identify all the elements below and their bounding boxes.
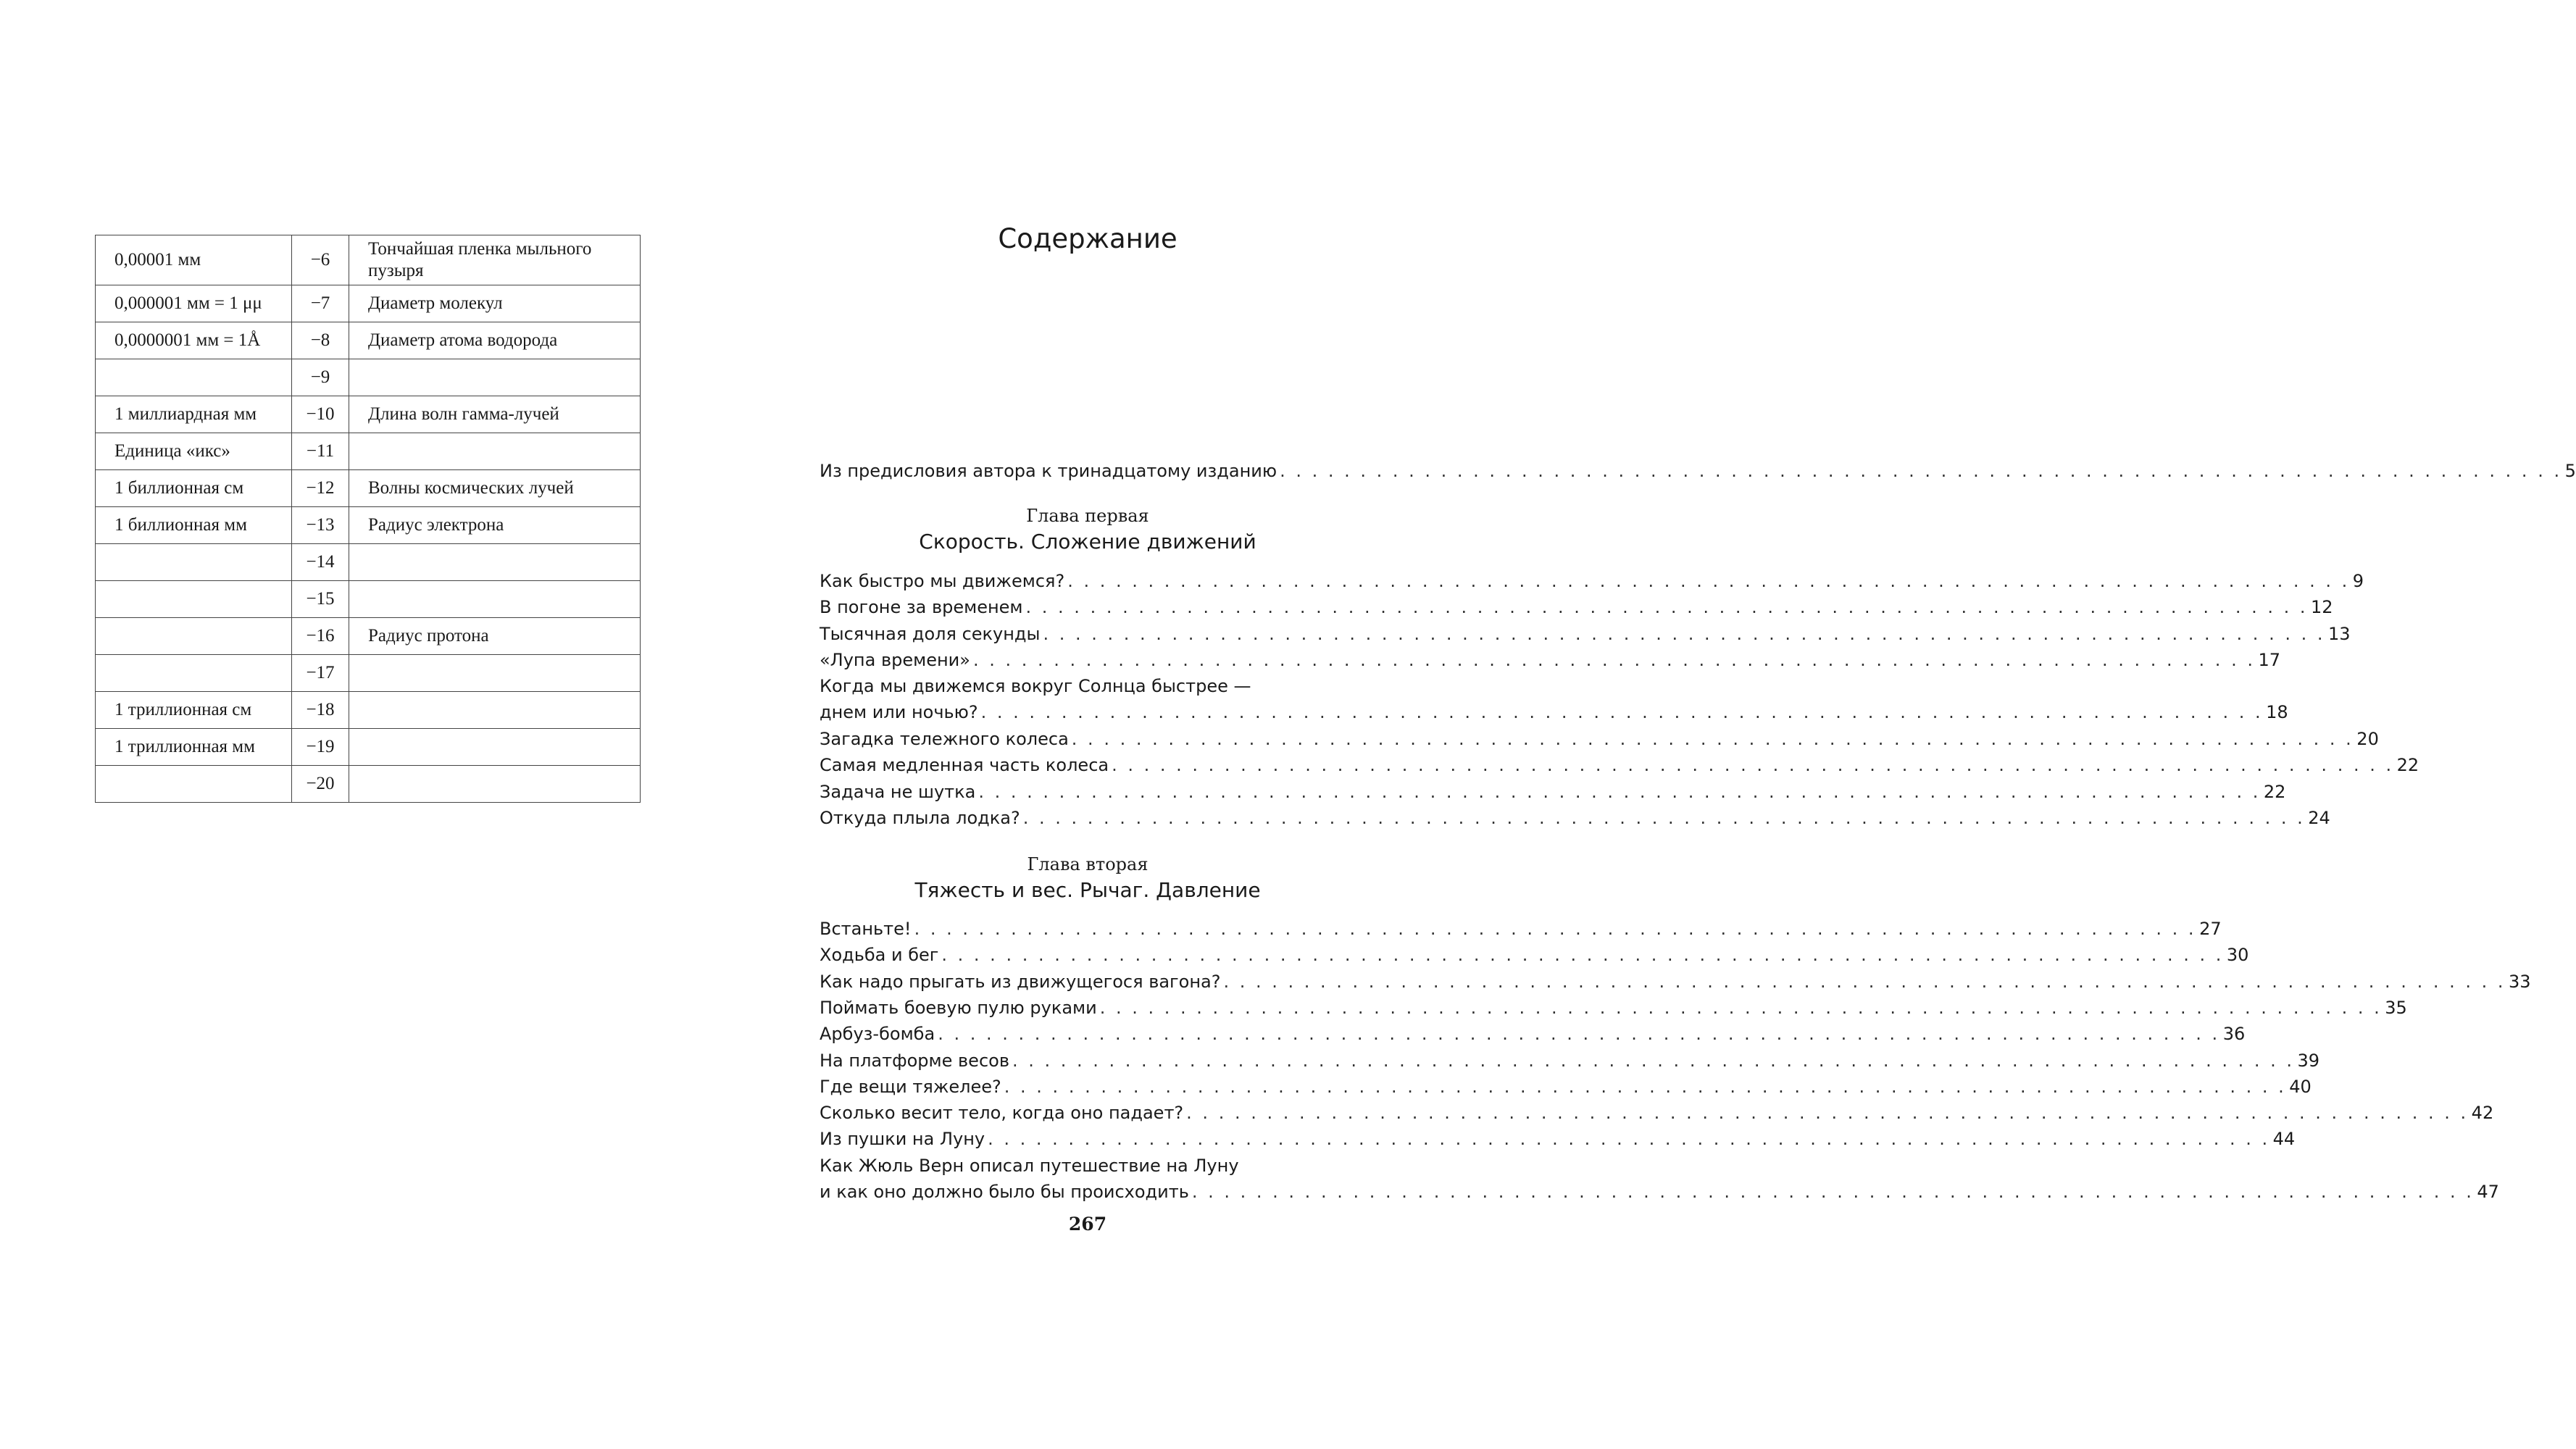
toc-entry-page: 5 [2564, 461, 2576, 481]
example-cell [349, 359, 641, 396]
scale-table-body [96, 235, 641, 803]
dot-leader: . . . . . . . . . . . . . . . . . . . . . . . . . . . . . . . . . . . . . . . . . . . . . . . . . . . . . . . . . . . . . . . . . . . . . . . . . . . . . . . . [1112, 755, 2394, 775]
toc-entry-title: Ходьба и бег [820, 945, 939, 965]
toc-entry-page: 9 [2352, 571, 2364, 591]
toc-entry [820, 916, 2222, 942]
table-row [96, 544, 641, 581]
power-cell: −10 [292, 396, 349, 433]
size-cell: 1 биллионная мм [96, 507, 292, 544]
dot-leader: . . . . . . . . . . . . . . . . . . . . . . . . . . . . . . . . . . . . . . . . . . . . . . . . . . . . . . . . . . . . . . . . . . . . . . . . . . . . . . . . [1186, 1103, 2469, 1123]
table-row [96, 396, 641, 433]
size-cell [96, 618, 292, 655]
toc-entry [820, 995, 2407, 1021]
table-row [96, 692, 641, 729]
toc-entry-page: 20 [2356, 729, 2379, 749]
size-cell [96, 544, 292, 581]
toc-entry-title: днем или ночью? [820, 702, 978, 722]
toc-entry-title: Из пушки на Луну [820, 1129, 985, 1149]
power-cell: −19 [292, 729, 349, 766]
toc-entry-page: 30 [2226, 945, 2249, 965]
toc-entry-title: «Лупа времени» [820, 650, 970, 670]
dot-leader: . . . . . . . . . . . . . . . . . . . . . . . . . . . . . . . . . . . . . . . . . . . . . . . . . . . . . . . . . . . . . . . . . . . . . . . . . . . . . . . . [914, 919, 2197, 939]
toc-entry-page: 40 [2289, 1077, 2312, 1097]
toc-entry-title: Откуда плыла лодка? [820, 808, 1020, 828]
toc-entry-title: Встаньте! [820, 919, 912, 939]
power-cell: −11 [292, 433, 349, 470]
power-cell: −16 [292, 618, 349, 655]
example-cell [349, 692, 641, 729]
power-cell: −17 [292, 655, 349, 692]
toc-entry-page: 22 [2396, 755, 2419, 775]
toc-entry-title: Как быстро мы движемся? [820, 571, 1065, 591]
page-number: 267 [1068, 1214, 1107, 1235]
size-cell: 1 миллиардная мм [96, 396, 292, 433]
toc-entry-page: 33 [2508, 972, 2531, 992]
toc-entry-title: Из предисловия автора к тринадцатому изданию [820, 461, 1277, 481]
size-cell: 1 триллионная мм [96, 729, 292, 766]
dot-leader: . . . . . . . . . . . . . . . . . . . . . . . . . . . . . . . . . . . . . . . . . . . . . . . . . . . . . . . . . . . . . . . . . . . . . . . . . . . . . . . . [1099, 998, 2383, 1018]
toc-entry-page: 47 [2477, 1182, 2499, 1202]
dot-leader: . . . . . . . . . . . . . . . . . . . . . . . . . . . . . . . . . . . . . . . . . . . . . . . . . . . . . . . . . . . . . . . . . . . . . . . . . . . . . . . . [938, 1024, 2220, 1044]
toc-entry [820, 594, 2333, 620]
dot-leader: . . . . . . . . . . . . . . . . . . . . . . . . . . . . . . . . . . . . . . . . . . . . . . . . . . . . . . . . . . . . . . . . . . . . . . . . . . . . . . . . [1025, 597, 2309, 617]
toc-entry-page: 18 [2266, 702, 2288, 722]
toc-entry-title: На платформе весов [820, 1051, 1009, 1071]
toc-entry-page: 22 [2263, 782, 2286, 802]
power-cell: −6 [292, 235, 349, 285]
example-cell [349, 655, 641, 692]
table-row [96, 581, 641, 618]
example-cell [349, 544, 641, 581]
scale-table [95, 235, 641, 803]
toc-entry-page: 42 [2471, 1103, 2494, 1123]
dot-leader: . . . . . . . . . . . . . . . . . . . . . . . . . . . . . . . . . . . . . . . . . . . . . . . . . . . . . . . . . . . . . . . . . . . . . . . . . . . . . . . . [1067, 571, 2350, 591]
toc-entry [820, 458, 2576, 484]
toc-entry-title: Где вещи тяжелее? [820, 1077, 1001, 1097]
toc-entry [820, 1048, 2320, 1074]
example-cell: Радиус протона [349, 618, 641, 655]
toc-entry [820, 726, 2379, 752]
toc-entry-title-line: Когда мы движемся вокруг Солнца быстрее — [820, 676, 1251, 696]
table-row [96, 359, 641, 396]
toc-entry-page: 35 [2385, 998, 2407, 1018]
power-cell: −20 [292, 766, 349, 803]
dot-leader: . . . . . . . . . . . . . . . . . . . . . . . . . . . . . . . . . . . . . . . . . . . . . . . . . . . . . . . . . . . . . . . . . . . . . . . . . . . . . . . . [941, 945, 2224, 965]
size-cell: 1 биллионная см [96, 470, 292, 507]
example-cell: Диаметр атома водорода [349, 322, 641, 359]
toc-entry-page: 36 [2222, 1024, 2246, 1044]
size-cell: 0,0000001 мм = 1Å [96, 322, 292, 359]
example-cell [349, 766, 641, 803]
toc-entry-title: В погоне за временем [820, 597, 1023, 617]
size-cell: 1 триллионная см [96, 692, 292, 729]
dot-leader: . . . . . . . . . . . . . . . . . . . . . . . . . . . . . . . . . . . . . . . . . . . . . . . . . . . . . . . . . . . . . . . . . . . . . . . . . . . . . . . . [1012, 1051, 2295, 1071]
size-cell [96, 655, 292, 692]
table-row [96, 285, 641, 322]
toc-entry-page: 24 [2308, 808, 2330, 828]
power-cell: −15 [292, 581, 349, 618]
dot-leader: . . . . . . . . . . . . . . . . . . . . . . . . . . . . . . . . . . . . . . . . . . . . . . . . . . . . . . . . . . . . . . . . . . . . . . . . . . . . . . . . [978, 782, 2261, 802]
size-cell: 0,00001 мм [96, 235, 292, 285]
dot-leader: . . . . . . . . . . . . . . . . . . . . . . . . . . . . . . . . . . . . . . . . . . . . . . . . . . . . . . . . . . . . . . . . . . . . . . . . . . . . . . . . [1071, 729, 2354, 749]
table-row [96, 507, 641, 544]
toc-entry-title: Тысячная доля секунды [820, 624, 1041, 644]
toc-entry [820, 1100, 2494, 1126]
example-cell: Волны космических лучей [349, 470, 641, 507]
table-row [96, 618, 641, 655]
dot-leader: . . . . . . . . . . . . . . . . . . . . . . . . . . . . . . . . . . . . . . . . . . . . . . . . . . . . . . . . . . . . . . . . . . . . . . . . . . . . . . . . [980, 702, 2264, 722]
toc-entry-title: Загадка тележного колеса [820, 729, 1069, 749]
dot-leader: . . . . . . . . . . . . . . . . . . . . . . . . . . . . . . . . . . . . . . . . . . . . . . . . . . . . . . . . . . . . . . . . . . . . . . . . . . . . . . . . [1223, 972, 2506, 992]
dot-leader: . . . . . . . . . . . . . . . . . . . . . . . . . . . . . . . . . . . . . . . . . . . . . . . . . . . . . . . . . . . . . . . . . . . . . . . . . . . . . . . . [988, 1129, 2270, 1149]
toc-entry [820, 647, 2280, 673]
table-row [96, 470, 641, 507]
size-cell: Единица «икс» [96, 433, 292, 470]
table-row [96, 235, 641, 285]
toc-entry-title: и как оно должно было бы происходить [820, 1182, 1189, 1202]
chapter-title: Скорость. Сложение движений [919, 530, 1256, 554]
example-cell [349, 433, 641, 470]
toc-entry-title-line: Как Жюль Верн описал путешествие на Луну [820, 1156, 1239, 1176]
chapter-label: Глава вторая [1027, 854, 1149, 874]
toc-entry [820, 779, 2286, 805]
dot-leader: . . . . . . . . . . . . . . . . . . . . . . . . . . . . . . . . . . . . . . . . . . . . . . . . . . . . . . . . . . . . . . . . . . . . . . . . . . . . . . . . [1004, 1077, 2287, 1097]
toc-entry-page: 17 [2258, 650, 2280, 670]
toc-entry [820, 1021, 2246, 1047]
size-cell: 0,000001 мм = 1 μμ [96, 285, 292, 322]
toc-entry [820, 752, 2419, 778]
example-cell [349, 729, 641, 766]
power-cell: −13 [292, 507, 349, 544]
example-cell: Тончайшая пленка мыльного пузыря [349, 235, 641, 285]
chapter-label: Глава первая [1026, 506, 1149, 526]
toc-entry-title: Арбуз-бомба [820, 1024, 935, 1044]
power-cell: −18 [292, 692, 349, 729]
toc-entry-title: Задача не шутка [820, 782, 976, 802]
power-cell: −8 [292, 322, 349, 359]
size-cell [96, 581, 292, 618]
toc-entry [820, 1074, 2312, 1100]
toc-entry-title: Самая медленная часть колеса [820, 755, 1109, 775]
power-cell: −14 [292, 544, 349, 581]
dot-leader: . . . . . . . . . . . . . . . . . . . . . . . . . . . . . . . . . . . . . . . . . . . . . . . . . . . . . . . . . . . . . . . . . . . . . . . . . . . . . . . . [1191, 1182, 2475, 1202]
table-row [96, 322, 641, 359]
chapter-title: Тяжесть и вес. Рычаг. Давление [914, 878, 1261, 902]
toc-entry [820, 568, 2364, 594]
toc-entry-title: Как надо прыгать из движущегося вагона? [820, 972, 1221, 992]
dot-leader: . . . . . . . . . . . . . . . . . . . . . . . . . . . . . . . . . . . . . . . . . . . . . . . . . . . . . . . . . . . . . . . . . . . . . . . . . . . . . . . . [1043, 624, 2325, 644]
table-row [96, 655, 641, 692]
table-row [96, 766, 641, 803]
table-row [96, 729, 641, 766]
power-cell: −7 [292, 285, 349, 322]
dot-leader: . . . . . . . . . . . . . . . . . . . . . . . . . . . . . . . . . . . . . . . . . . . . . . . . . . . . . . . . . . . . . . . . . . . . . . . . . . . . . . . . [1022, 808, 2306, 828]
dot-leader: . . . . . . . . . . . . . . . . . . . . . . . . . . . . . . . . . . . . . . . . . . . . . . . . . . . . . . . . . . . . . . . . . . . . . . . . . . . . . . . . [972, 650, 2256, 670]
power-cell: −9 [292, 359, 349, 396]
toc-entry [820, 969, 2531, 995]
toc-entry [820, 942, 2249, 968]
toc-entry-page: 27 [2199, 919, 2222, 939]
dot-leader: . . . . . . . . . . . . . . . . . . . . . . . . . . . . . . . . . . . . . . . . . . . . . . . . . . . . . . . . . . . . . . . . . . . . . . . . . . . . . . . . [1280, 461, 2562, 481]
toc-entry [820, 621, 2351, 647]
toc-entry [820, 805, 2330, 831]
toc-entry-page: 39 [2297, 1051, 2320, 1071]
power-cell: −12 [292, 470, 349, 507]
toc-entry-page: 12 [2311, 597, 2333, 617]
size-cell [96, 766, 292, 803]
toc-entry [820, 699, 2288, 725]
toc-entry-title: Поймать боевую пулю руками [820, 998, 1097, 1018]
example-cell: Длина волн гамма-лучей [349, 396, 641, 433]
toc-entry [820, 1179, 2499, 1205]
page-title: Содержание [998, 223, 1177, 254]
example-cell: Радиус электрона [349, 507, 641, 544]
table-row [96, 433, 641, 470]
toc-entry [820, 1126, 2296, 1152]
size-cell [96, 359, 292, 396]
toc-entry-page: 44 [2272, 1129, 2296, 1149]
toc-entry-page: 13 [2327, 624, 2351, 644]
example-cell [349, 581, 641, 618]
example-cell: Диаметр молекул [349, 285, 641, 322]
toc-entry-title: Сколько весит тело, когда оно падает? [820, 1103, 1184, 1123]
